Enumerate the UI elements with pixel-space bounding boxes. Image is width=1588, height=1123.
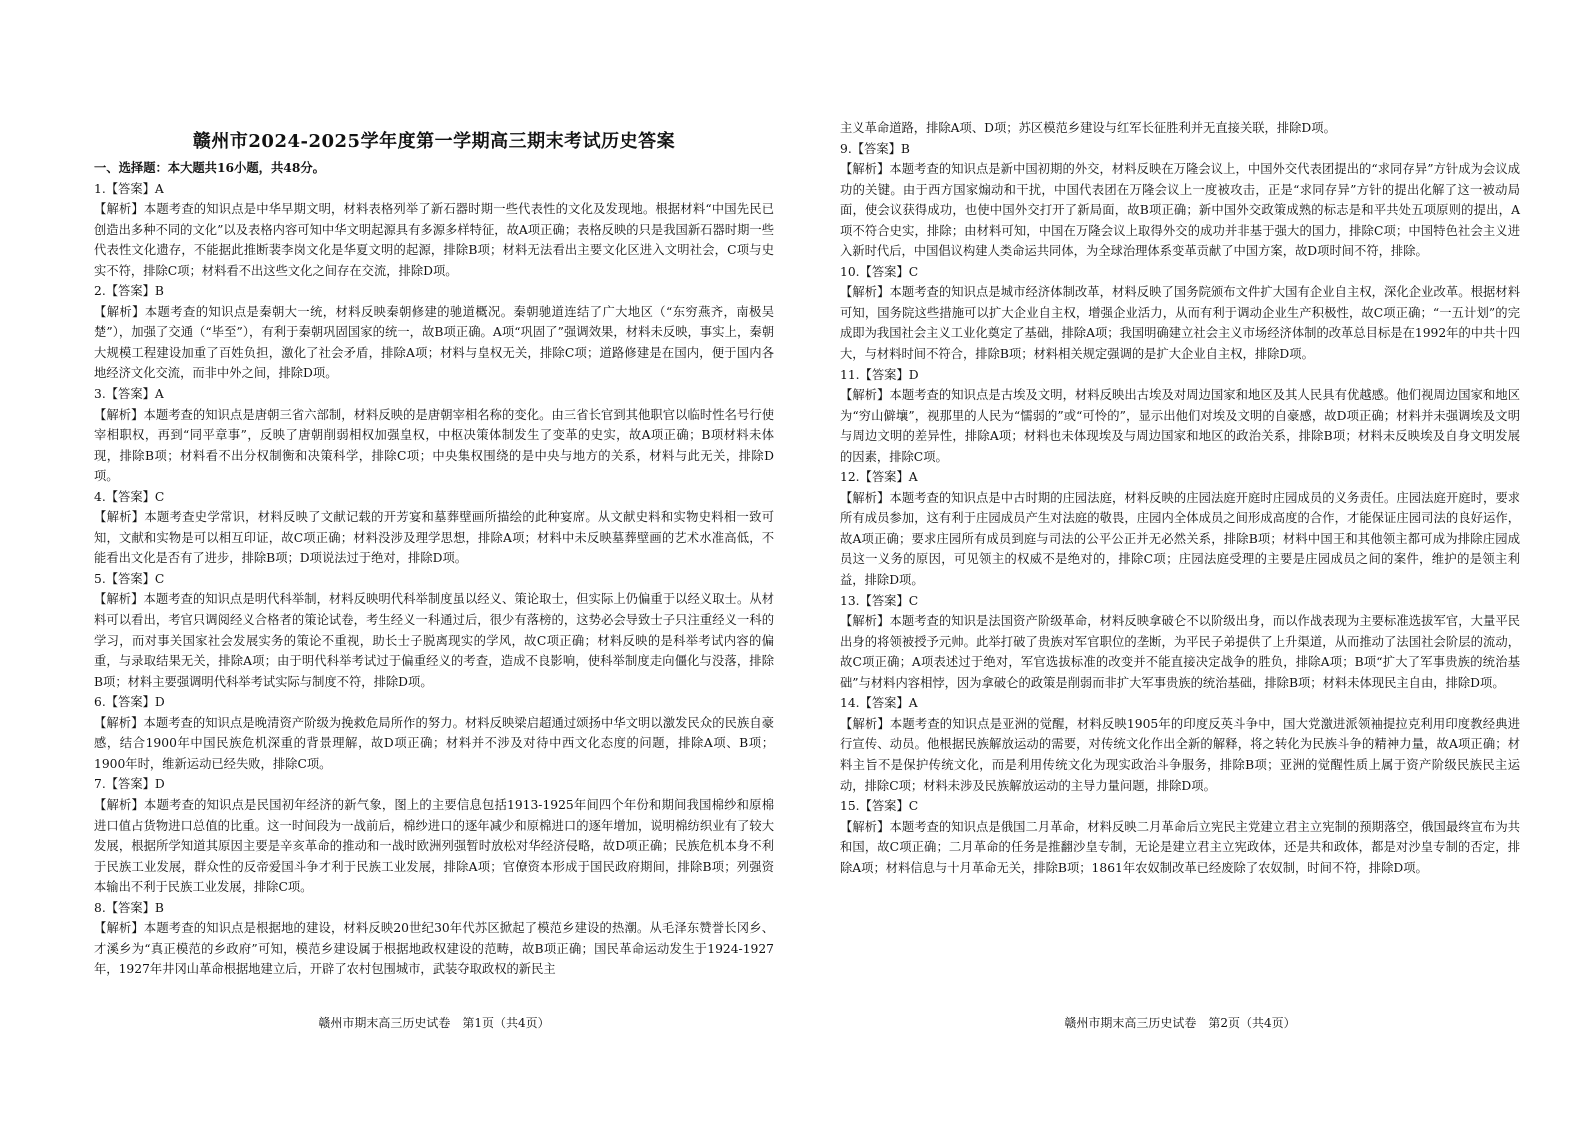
- answer-line: 15.【答案】C: [840, 799, 919, 814]
- answer-line: 14.【答案】A: [840, 696, 918, 711]
- question-item-14: [840, 693, 1520, 796]
- question-item-15: [840, 796, 1520, 878]
- answer-line: 9.【答案】B: [840, 141, 910, 156]
- page-footer-right: 赣州市期末高三历史试卷 第2页（共4页）: [1064, 1016, 1296, 1030]
- answer-line: 1.【答案】A: [94, 181, 164, 196]
- explanation-paragraph: 【解析】本题考查的知识点是明代科举制，材料反映明代科举制度虽以经义、策论取士，但实际上仍偏重于以经义取士。从材料可以看出，考官只调阅经义合格者的策论试卷，考生经义一科通过后，很少有落榜的，这势必会导致士子只注重经义一科的学习，而对事关国家社会发展实务的策论不重视，助长士子脱离现实的学风，故C项正确；材料反映的是科举考试内容的偏重，与录取结果无关，排除A项；由于明代科举考试过于偏重经义的考查，造成不良影响，使科举制度走向僵化与没落，排除B项；材料主要强调明代科举考试实际与制度不符，排除D项。: [94, 592, 774, 689]
- question-item-11: [840, 365, 1520, 468]
- answer-line: 4.【答案】C: [94, 489, 165, 504]
- question-item-3: [94, 384, 774, 487]
- answer-line: 5.【答案】C: [94, 571, 165, 586]
- question-item-12: [840, 467, 1520, 590]
- answer-line: 8.【答案】B: [94, 900, 164, 915]
- answer-line: 11.【答案】D: [840, 367, 919, 382]
- explanation-paragraph: 【解析】本题考查的知识点是新中国初期的外交，材料反映在万隆会议上，中国外交代表团提出的“求同存异”方针成为会议成功的关键。由于西方国家煽动和干扰，中国代表团在万隆会议上一度被攻击，正是“求同存异”方针的提出化解了这一被动局面，使会议获得成功，也使中国外交打开了新局面，故B项正确；新中国外交政策成熟的标志是和平共处五项原则的提出，A项不符合史实，排除；由材料可知，中国在万隆会议上取得外交的成功并非基于强大的国力，排除C项；中国特色社会主义进入新时代后，中国倡议构建人类命运共同体，为全球治理体系变革贡献了中国方案，故D项时间不符，排除。: [840, 162, 1520, 259]
- answer-line: 2.【答案】B: [94, 284, 164, 299]
- continued-explanation: 主义革命道路，排除A项、D项；苏区模范乡建设与红军长征胜利并无直接关联，排除D项。: [840, 121, 1336, 135]
- question-item-4: [94, 487, 774, 569]
- explanation-paragraph: 【解析】本题考查的知识点是中古时期的庄园法庭，材料反映的庄园法庭开庭时庄园成员的义务责任。庄园法庭开庭时，要求所有成员参加，这有利于庄园成员产生对法庭的敬畏，庄园内全体成员之间形成高度的合作，才能保证庄园司法的良好运作，故A项正确；要求庄园所有成员到庭与司法的公平公正并无必然关系，排除B项；材料中国王和其他领主都可成为排除庄园成员这一义务的原因，可见领主的权威不是绝对的，排除C项；庄园法庭受理的主要是庄园成员之间的案件，维护的是领主利益，排除D项。: [840, 490, 1520, 588]
- right-column: [840, 118, 1520, 878]
- answer-line: 13.【答案】C: [840, 593, 919, 608]
- explanation-paragraph: 【解析】本题考查的知识点是俄国二月革命，材料反映二月革命后立宪民主党建立君主立宪制的预期落空，俄国最终宣布为共和国，故C项正确；二月革命的任务是推翻沙皇专制，无论是建立君主立宪政体，还是共和政体，都是对沙皇专制的否定，排除A项；材料信息与十月革命无关，排除B项；1861年农奴制改革已经废除了农奴制，时间不符，排除D项。: [840, 819, 1520, 875]
- explanation-paragraph: 【解析】本题考查的知识点是民国初年经济的新气象，图上的主要信息包括1913-1925年间四个年份和期间我国棉纱和原棉进口值占货物进口总值的比重。这一时间段为一战前后，棉纱进口的逐年减少和原棉进口的逐年增加，说明棉纺织业有了较大发展，根据所学知道其原因主要是辛亥革命的推动和一战时欧洲列强暂时放松对华经济侵略，故D项正确；民族危机本身不利于民族工业发展，群众性的反帝爱国斗争才利于民族工业发展，排除A项；官僚资本形成于国民政府期间，排除B项；列强资本输出不利于民族工业发展，排除C项。: [94, 797, 774, 895]
- question-item-7: [94, 774, 774, 897]
- question-item-9: [840, 139, 1520, 262]
- question-item-6: [94, 692, 774, 774]
- explanation-paragraph: 【解析】本题考查的知识点是城市经济体制改革，材料反映了国务院颁布文件扩大国有企业自主权，深化企业改革。根据材料可知，国务院这些措施可以扩大企业自主权，增强企业活力，从而有利于调动企业生产积极性，故C项正确；“一五计划”的完成即为我国社会主义工业化奠定了基础，排除A项；我国明确建立社会主义市场经济体制的改革总目标是在1992年的中共十四大，与材料时间不符合，排除B项；材料相关规定强调的是扩大企业自主权，排除D项。: [840, 285, 1520, 362]
- explanation-paragraph: 【解析】本题考查的知识点是古埃及文明，材料反映出古埃及对周边国家和地区及其人民具有优越感。他们视周边国家和地区为“穷山僻壤”，视那里的人民为“懦弱的”或“可怜的”，显示出他们对埃及文明的自豪感，故D项正确；材料并未强调埃及文明与周边文明的差异性，排除A项；材料也未体现埃及与周边国家和地区的政治关系，排除B项；材料未反映埃及自身文明发展的因素，排除C项。: [840, 388, 1520, 464]
- section-heading: 一、选择题：本大题共16小题，共48分。: [94, 160, 325, 175]
- question-item-1: [94, 179, 774, 282]
- question-item-10: [840, 262, 1520, 365]
- page-footer-left: 赣州市期末高三历史试卷 第1页（共4页）: [318, 1016, 550, 1030]
- explanation-paragraph: 【解析】本题考查的知识点是亚洲的觉醒，材料反映1905年的印度反英斗争中，国大党激进派领袖提拉克利用印度教经典进行宣传、动员。他根据民族解放运动的需要，对传统文化作出全新的解释，将之转化为民族斗争的精神力量，故A项正确；材料主旨不是保护传统文化，而是利用传统文化为现实政治斗争服务，排除B项；亚洲的觉醒性质上属于资产阶级民族民主运动，排除C项；材料未涉及民族解放运动的主导力量问题，排除D项。: [840, 716, 1520, 793]
- explanation-paragraph: 【解析】本题考查的知识是法国资产阶级革命，材料反映拿破仑不以阶级出身，而以作战表现为主要标准选拔军官，大量平民出身的将领被授予元帅。此举打破了贵族对军官职位的垄断，为平民子弟提供了上升渠道，从而推动了法国社会阶层的流动，故C项正确；A项表述过于绝对，军官选拔标准的改变并不能直接决定战争的胜负，排除A项；B项“扩大了军事贵族的统治基础”与材料内容相悖，因为拿破仑的政策是削弱而非扩大军事贵族的统治基础，排除B项；材料未体现民主自由，排除D项。: [840, 614, 1520, 690]
- answer-line: 3.【答案】A: [94, 387, 164, 402]
- answer-line: 10.【答案】C: [840, 264, 919, 279]
- document-title: 赣州市2024-2025学年度第一学期高三期末考试历史答案: [192, 131, 676, 152]
- explanation-paragraph: 【解析】本题考查的知识点是唐朝三省六部制，材料反映的是唐朝宰相名称的变化。由三省长官到其他职官以临时性名号行使宰相职权，再到“同平章事”，反映了唐朝削弱相权加强皇权，中枢决策体制发生了变革的史实，故A项正确；B项材料未体现，排除B项；材料看不出分权制衡和决策科学，排除C项；中央集权围绕的是中央与地方的关系，材料与此无关，排除D项。: [94, 407, 774, 484]
- left-column: [94, 128, 774, 980]
- explanation-paragraph: 【解析】本题考查史学常识，材料反映了文献记载的开芳宴和墓葬壁画所描绘的此种宴席。从文献史料和实物史料相一致可知，文献和实物是可以相互印证，故C项正确；材料没涉及理学思想，排除A项；材料中未反映墓葬壁画的艺术水准高低，不能看出文化是否有了进步，排除B项；D项说法过于绝对，排除D项。: [94, 510, 774, 566]
- explanation-paragraph: 【解析】本题考查的知识点是秦朝大一统，材料反映秦朝修建的驰道概况。秦朝驰道连结了广大地区（“东穷燕齐，南极吴楚”），加强了交通（“毕至”），有利于秦朝巩固国家的统一，故B项正确。A项“巩固了”强调效果，材料未反映，事实上，秦朝大规模工程建设加重了百姓负担，激化了社会矛盾，排除A项；材料与皇权无关，排除C项；道路修建是在国内，便于国内各地经济文化交流，而非中外之间，排除D项。: [94, 304, 774, 381]
- question-item-2: [94, 281, 774, 384]
- explanation-paragraph: 【解析】本题考查的知识点是中华早期文明，材料表格列举了新石器时期一些代表性的文化及发现地。根据材料“中国先民已创造出多种不同的文化”以及表格内容可知中华文明起源具有多源多样特征，故A项正确；表格反映的只是我国新石器时期一些代表性文化遗存，不能据此推断裴李岗文化是华夏文明的起源，排除B项；材料无法看出主要文化区进入文明社会，C项与史实不符，排除C项；材料看不出这些文化之间存在交流，排除D项。: [94, 202, 774, 278]
- question-item-5: [94, 569, 774, 692]
- question-item-8: [94, 898, 774, 980]
- answer-line: 6.【答案】D: [94, 695, 165, 710]
- answer-line: 7.【答案】D: [94, 777, 165, 792]
- explanation-paragraph: 【解析】本题考查的知识点是根据地的建设，材料反映20世纪30年代苏区掀起了模范乡建设的热潮。从毛泽东赞誉长冈乡、才溪乡为“真正模范的乡政府”可知，模范乡建设属于根据地政权建设的范畴，故B项正确；国民革命运动发生于1924-1927年，1927年井冈山革命根据地建立后，开辟了农村包围城市，武装夺取政权的新民主: [94, 921, 774, 977]
- question-item-13: [840, 591, 1520, 694]
- answer-line: 12.【答案】A: [840, 470, 918, 485]
- explanation-paragraph: 【解析】本题考查的知识点是晚清资产阶级为挽救危局所作的努力。材料反映梁启超通过颂扬中华文明以激发民众的民族自豪感，结合1900年中国民族危机深重的背景理解，故D项正确；材料并不涉及对待中西文化态度的问题，排除A项、B项；1900年时，维新运动已经失败，排除C项。: [94, 715, 774, 771]
